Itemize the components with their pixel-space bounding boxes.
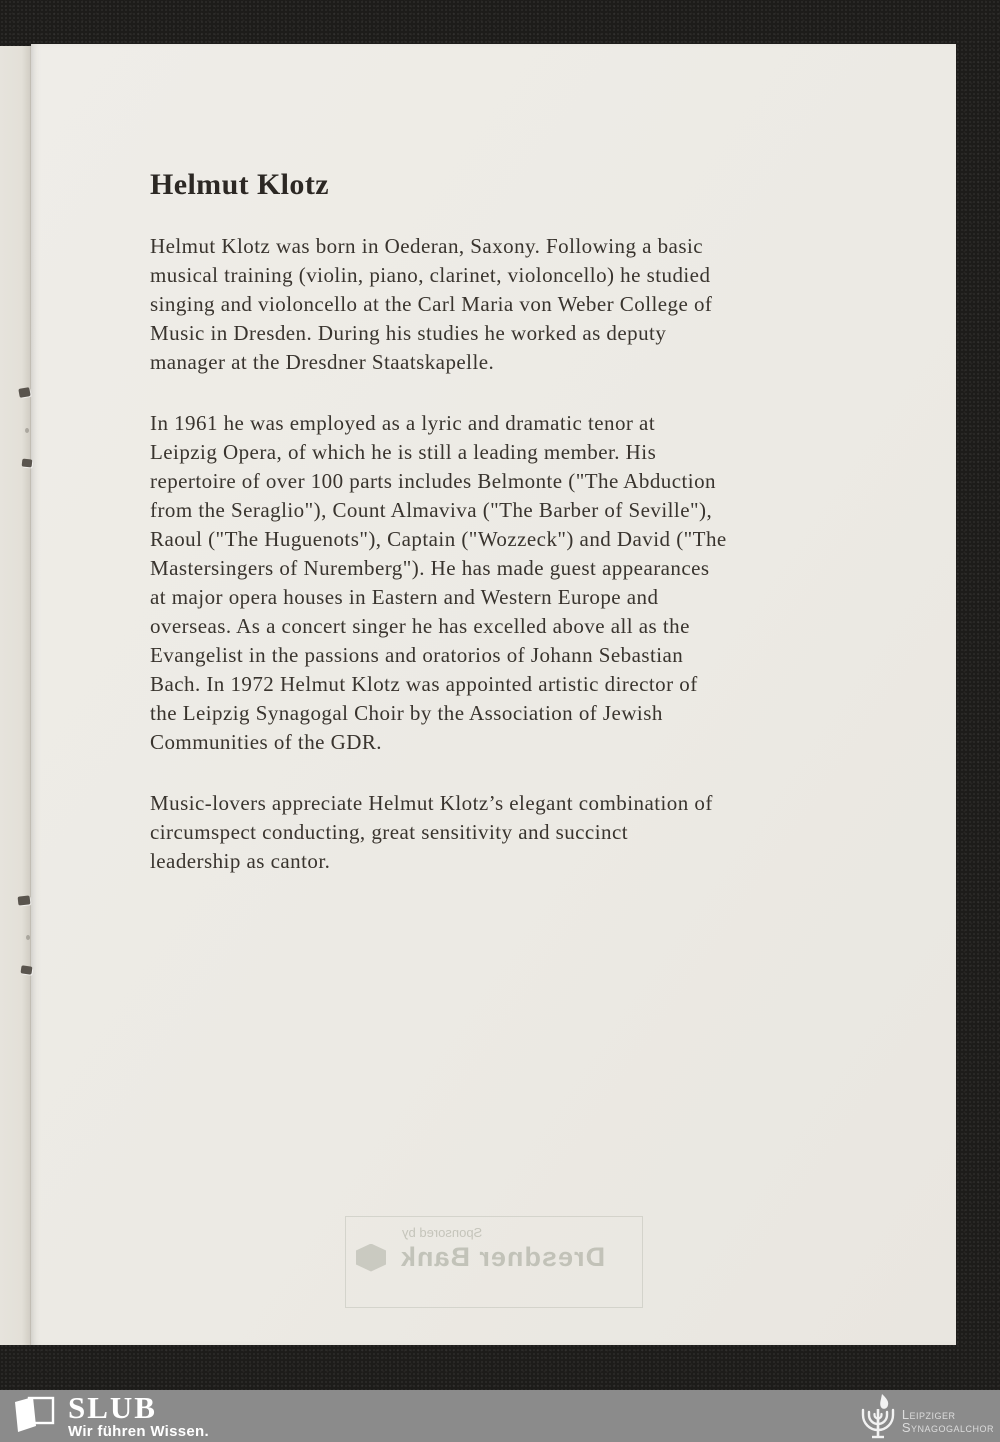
- staple-icon: [18, 895, 31, 905]
- show-through-small-text: Sponsored by: [402, 1225, 483, 1240]
- text-line: leadership as cantor.: [150, 849, 331, 873]
- staple-icon: [22, 458, 33, 467]
- text-line: circumspect conducting, great sensitivity and succinct: [150, 820, 628, 844]
- staple-icon: [20, 965, 32, 974]
- page-title: Helmut Klotz: [150, 168, 329, 201]
- text-line: overseas. As a concert singer he has excelled above all as the: [150, 614, 690, 638]
- text-line: manager at the Dresdner Staatskapelle.: [150, 350, 495, 374]
- paragraph-career: [150, 409, 850, 757]
- paragraph-biography-early: [150, 232, 850, 377]
- menorah-icon: [859, 1393, 897, 1441]
- page-content: [150, 168, 850, 876]
- slub-acronym: SLUB: [68, 1389, 157, 1425]
- slub-tagline: Wir führen Wissen.: [68, 1422, 209, 1440]
- text-line: at major opera houses in Eastern and Western Europe and: [150, 585, 659, 609]
- text-line: singing and violoncello at the Carl Maria von Weber College of: [150, 292, 713, 316]
- text-line: Music-lovers appreciate Helmut Klotz’s elegant combination of: [150, 791, 713, 815]
- show-through-brand-text: Dresdner Bank: [400, 1242, 606, 1272]
- text-line: Helmut Klotz was born in Oederan, Saxony. Following a basic: [150, 234, 704, 258]
- text-line: Music in Dresden. During his studies he worked as deputy: [150, 321, 667, 345]
- paragraph-conclusion: [150, 789, 850, 876]
- stitch-mark: [25, 428, 29, 433]
- text-line: the Leipzig Synagogal Choir by the Association of Jewish: [150, 701, 663, 725]
- leipziger-synagogalchor-logo: [859, 1391, 994, 1441]
- text-line: repertoire of over 100 parts includes Belmonte ("The Abduction: [150, 469, 716, 493]
- text-line: Communities of the GDR.: [150, 730, 383, 754]
- footer-branding-bar: [0, 1390, 1000, 1442]
- stitch-mark: [26, 935, 30, 940]
- slub-book-icon: [12, 1395, 56, 1435]
- text-line: from the Seraglio"), Count Almaviva ("The Barber of Seville"),: [150, 498, 713, 522]
- binding-page-edge: [0, 46, 31, 1345]
- text-line: In 1961 he was employed as a lyric and dramatic tenor at: [150, 411, 656, 435]
- text-line: Mastersingers of Nuremberg"). He has made guest appearances: [150, 556, 710, 580]
- choir-name-line1: Leipziger: [901, 1407, 956, 1422]
- text-line: Leipzig Opera, of which he is still a leading member. His: [150, 440, 657, 464]
- show-through-sponsor-box: [345, 1216, 643, 1308]
- text-line: Bach. In 1972 Helmut Klotz was appointed artistic director of: [150, 672, 698, 696]
- show-through-brand-row: [356, 1242, 642, 1273]
- slub-text: [68, 1389, 209, 1440]
- staple-icon: [18, 387, 30, 398]
- slub-logo: [12, 1389, 209, 1440]
- dresdner-bank-logo-icon: [356, 1244, 386, 1272]
- choir-text: [902, 1408, 994, 1434]
- choir-name-line2: Synagogalchor: [901, 1420, 994, 1435]
- text-line: Evangelist in the passions and oratorios of Johann Sebastian: [150, 643, 684, 667]
- text-line: Raoul ("The Huguenots"), Captain ("Wozzeck") and David ("The: [150, 527, 727, 551]
- scanned-page: [31, 44, 956, 1345]
- text-line: musical training (violin, piano, clarinet, violoncello) he studied: [150, 263, 711, 287]
